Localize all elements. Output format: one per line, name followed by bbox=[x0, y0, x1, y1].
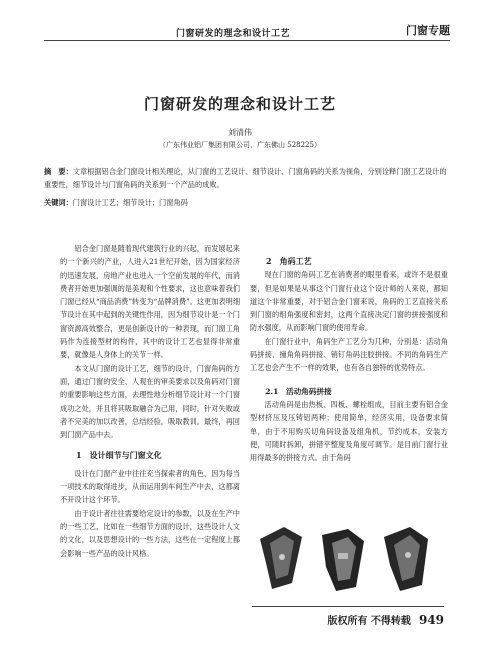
paragraph: 在门窗行业中，角码生产工艺分为几种，分别是：活动角码拼接、撞角角码拼接、销钉角码注胶拼接。不同的角码生产工艺也会产生不一样的效果，也有各自独特的优势特点。 bbox=[250, 336, 448, 373]
paragraph: 活动角码是由热板、四板、螺栓组成，目前主要有铝合金型材挤压及压铸铝两种；使用简单，经济实用，设备要求简单，由于不用购买切角码设备及组角机，节约成本，安装方便，可随时拆卸，拼错平整度及角度可调节。是目前门窗行业用得最多的拼接方式。由于角码 bbox=[250, 399, 448, 463]
corner-joint-photo bbox=[252, 523, 448, 593]
section-label: 门窗专题 bbox=[406, 24, 450, 37]
keywords-text: 门窗设计工艺；细节设计；门窗角码 bbox=[72, 198, 188, 207]
affiliation: （广东伟业铝厂集团有限公司，广东佛山 528225） bbox=[159, 141, 321, 149]
running-header: 门窗研发的理念和设计工艺 bbox=[176, 29, 291, 39]
left-column bbox=[60, 242, 240, 560]
subsection-heading: 2.1 活动角码拼接 bbox=[265, 386, 332, 396]
footer-rule bbox=[252, 606, 444, 607]
copyright-text: 版权所有 不得转载 bbox=[327, 616, 411, 627]
keywords-label: 关键词： bbox=[44, 198, 73, 207]
keywords bbox=[44, 198, 448, 208]
page-number: 949 bbox=[418, 613, 444, 627]
right-column bbox=[250, 255, 448, 464]
paragraph: 现在门窗的角码工艺在消费者的眼里看来，或许不是很重要，但是如果是从事这个门窗行业这个设计师的人来说，都知道这个非常重要，对于铝合金门窗来说，角码的工艺直接关系到门窗的组角强度和密封，这两个直接决定门窗的拼接强度和防水强度，从而影响门窗的使用寿命。 bbox=[250, 270, 448, 333]
section-heading: 2 角码工艺 bbox=[266, 256, 312, 266]
paragraph: 由于设计者往往需要给定设计的参数，以及在生产中的一些工艺，比如在一些细节方面的设计，这些设计人文的文化，以及思想设计的一些方法，这些在一定程度上都会影响一些产品的设计风格。 bbox=[60, 508, 240, 558]
footer bbox=[327, 612, 444, 627]
abstract-label: 摘 要： bbox=[44, 167, 73, 176]
paragraph: 设计在门窗产业中往往充当探索者的角色，因为每当一项技术的取得进步，从而运用到车间生产中去，这都离不开设计这个环节。 bbox=[60, 468, 240, 505]
section-heading: 1 设计细节与门窗文化 bbox=[76, 450, 162, 461]
article-title: 门窗研发的理念和设计工艺 bbox=[143, 95, 336, 113]
paragraph: 本文从门窗的设计工艺，细节的设计，门窗角码的方面，通过门窗的安全、人观在的审美要求以及角码对门窗的重要影响这些方面，去理性地分析细节设计对一个门窗成功之处，并且将其吸取融合为己用，同时，针对失败或者不完美的加以改善，总结经验，吸取教训。最终，再回到门窗产品中去。 bbox=[60, 363, 240, 440]
header-rule bbox=[44, 40, 450, 41]
author: 刘清伟 bbox=[228, 128, 252, 137]
abstract bbox=[44, 166, 448, 191]
paragraph: 铝合金门窗是随着现代建筑行业的兴起，而发展起来的一个新兴的产业，人进入21世纪开始，因为国家经济的迅速发展，房地产业也进入一个空前发展的年代，而消费者开始更加强调的是美观和个性要求，这也意味着我们门窗已经从“商品消费”转变为“品牌消费”。这更加表明细节设计在其中起到的关键性作用，因为细节设计是一个门窗资源高效整合，更是创新设计的一种表现，而门窗工角码作为连接型材的构件，其中的设计工艺也显得非常重要，就像是人身体上的关节一样。 bbox=[60, 244, 241, 360]
abstract-text: 文章根据铝合金门窗设计相关理论，从门窗的工艺设计、细节设计、门窗角码的关系为视角，分别诠释门窗工艺设计的重要性，细节设计与门窗角码的关系到一个产品的成败。 bbox=[44, 167, 447, 189]
